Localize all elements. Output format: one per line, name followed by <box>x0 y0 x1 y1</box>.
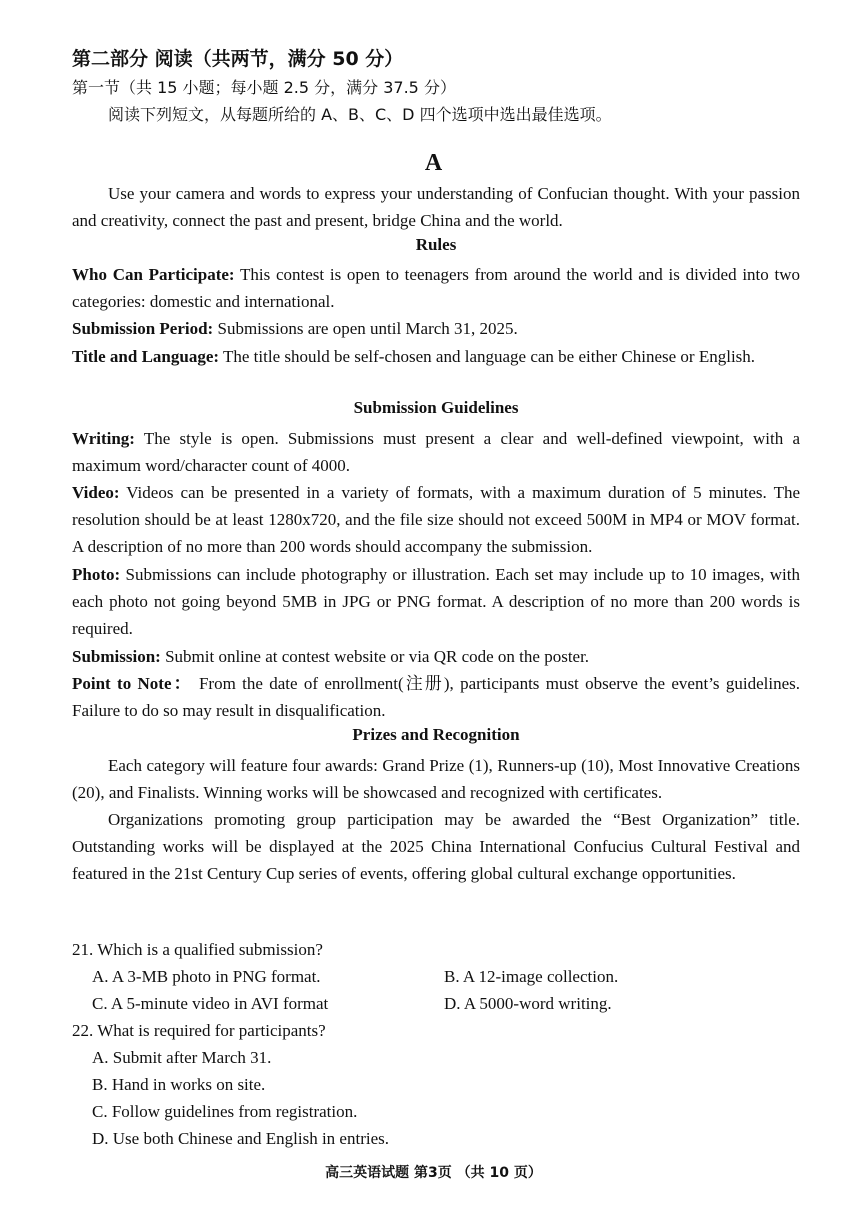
guideline-label: Submission: <box>72 647 161 666</box>
rules-heading: Rules <box>415 235 457 254</box>
rule-text: This contest is open to teenagers from around the world and is divided into two categories: domestic and international. <box>72 265 800 312</box>
prizes-heading: Prizes and Recognition <box>352 725 520 744</box>
question-21-option-b: B. A 12-image collection. <box>444 967 619 986</box>
guideline-text: Videos can be presented in a variety of formats, with a maximum duration of 5 minutes. The resolution should be at least 1280x720, and the file size should not exceed 500M in MP4 or MOV format. A description of no more than 200 words should accompany the submission. <box>72 483 800 557</box>
passage-letter: A <box>424 150 443 176</box>
question-21-option-d: D. A 5000-word writing. <box>444 994 612 1013</box>
instruction: 阅读下列短文，从每题所给的 A、B、C、D 四个选项中选出最佳选项。 <box>108 105 612 124</box>
guideline-photo <box>72 561 800 643</box>
guideline-writing <box>72 425 800 479</box>
rule-period <box>72 315 800 342</box>
rule-label: Submission Period: <box>72 319 214 338</box>
rule-who <box>72 261 800 315</box>
question-22-option-d: D. Use both Chinese and English in entries. <box>92 1129 389 1148</box>
guidelines-heading: Submission Guidelines <box>353 398 519 417</box>
rule-title-language <box>72 343 800 370</box>
prizes-paragraph-2: Organizations promoting group participation may be awarded the “Best Organization” title. Outstanding works will be displayed at the 2025 China International Confucius Cultural Festival and featured in the 21st Century Cup series of events, offering global cultural exchange opportunities. <box>72 810 800 884</box>
question-22-stem: 22. What is required for participants? <box>72 1021 326 1040</box>
page-footer: 高三英语试题 第3页 （共 10 页） <box>325 1165 542 1181</box>
rule-label: Title and Language: <box>72 347 220 366</box>
question-21-option-c: C. A 5-minute video in AVI format <box>92 994 329 1013</box>
rule-text: Submissions are open until March 31, 2025. <box>213 319 518 338</box>
question-22-option-a: A. Submit after March 31. <box>92 1048 272 1067</box>
question-22-option-b: B. Hand in works on site. <box>92 1075 266 1094</box>
guideline-label: Writing: <box>72 429 135 448</box>
guideline-label: Point to Note： <box>72 674 193 693</box>
question-21-stem: 21. Which is a qualified submission? <box>72 940 323 959</box>
guideline-text: From the date of enrollment(注册), participants must observe the event’s guidelines. Failure to do so may result in disqualification. <box>72 674 800 721</box>
guideline-label: Photo: <box>72 565 121 584</box>
section-subheading: 第一节（共 15 小题；每小题 2.5 分，满分 37.5 分） <box>72 78 456 97</box>
guideline-text: Submit online at contest website or via QR code on the poster. <box>160 647 590 666</box>
guideline-text: The style is open. Submissions must present a clear and well-defined viewpoint, with a maximum word/character count of 4000. <box>72 429 800 476</box>
guideline-text: Submissions can include photography or illustration. Each set may include up to 10 images, with each photo not going beyond 5MB in JPG or PNG format. A description of no more than 200 words is required. <box>72 565 800 639</box>
question-22-option-c: C. Follow guidelines from registration. <box>92 1102 358 1121</box>
rule-text: The title should be self-chosen and language can be either Chinese or English. <box>219 347 756 366</box>
guideline-submission <box>72 643 800 670</box>
section-heading: 第二部分 阅读（共两节，满分 50 分） <box>72 48 404 70</box>
passage-intro: Use your camera and words to express your understanding of Confucian thought. With your passion and creativity, connect the past and present, bridge China and the world. <box>72 184 800 231</box>
guideline-video <box>72 479 800 561</box>
guideline-label: Video: <box>72 483 120 502</box>
question-21-option-a: A. A 3-MB photo in PNG format. <box>92 967 321 986</box>
prizes-paragraph-1: Each category will feature four awards: Grand Prize (1), Runners-up (10), Most Innovative Creations (20), and Finalists. Winning works will be showcased and recognized with certificates. <box>72 756 800 803</box>
rule-label: Who Can Participate: <box>72 265 235 284</box>
guideline-point-to-note <box>72 670 800 724</box>
